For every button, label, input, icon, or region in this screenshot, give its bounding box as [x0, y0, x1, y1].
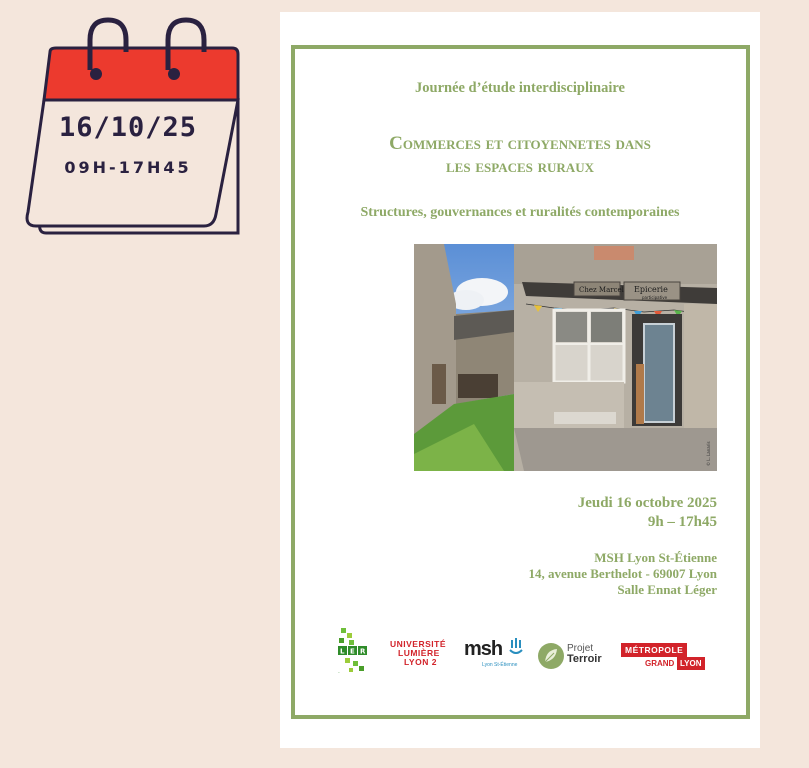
msh-logo-text: msh [464, 638, 503, 660]
metropole-lyon: LYON [677, 657, 705, 670]
venue-room: Salle Ennat Léger [617, 582, 717, 597]
calendar-date: 16/10/25 [58, 112, 198, 143]
msh-logo-sub: Lyon St-Étienne [482, 662, 518, 668]
terroir-line1: Projet [567, 643, 594, 654]
lyon2-logo [390, 640, 446, 667]
calendar-time: 09H-17H45 [64, 158, 192, 177]
lyon2-line1: UNIVERSITÉ [390, 639, 447, 649]
photo-sign-right: Epicerie [634, 285, 668, 294]
ler-logo-text: LER [338, 673, 340, 674]
partner-logos [335, 626, 715, 676]
terroir-leaf-icon [537, 642, 565, 670]
poster-tagline: Structures, gouvernances et ruralités contemporaines [360, 205, 680, 220]
lyon2-line2: LUMIÈRE [398, 648, 440, 658]
shop-photo [414, 244, 717, 471]
msh-logo [464, 638, 525, 668]
terroir-line2: Terroir [567, 653, 602, 665]
event-date: Jeudi 16 octobre 2025 [577, 495, 717, 511]
photo-credit: © L. Lanaris [706, 441, 711, 466]
event-date-block [578, 494, 717, 532]
svg-text:R: R [360, 647, 366, 656]
msh-hand-icon [507, 636, 525, 654]
shop-photo-graphic [414, 244, 717, 471]
svg-text:L: L [340, 647, 345, 656]
poster-title-line1: Commerces et citoyennetes dans [389, 133, 651, 154]
poster-title-line2: les espaces ruraux [446, 156, 594, 177]
event-poster [280, 12, 760, 748]
photo-sign-right-sub: participative [642, 295, 668, 300]
lyon2-line3: LYON 2 [404, 657, 437, 667]
metropole-line1: MÉTROPOLE [621, 643, 687, 657]
event-address-block [529, 550, 718, 598]
metropole-grand: GRAND [645, 659, 675, 668]
venue-name: MSH Lyon St-Étienne [594, 550, 717, 565]
event-hours: 9h – 17h45 [647, 514, 717, 530]
svg-text:E: E [350, 647, 355, 656]
poster-subtitle: Journée d’étude interdisciplinaire [415, 80, 625, 96]
metropole-lyon-logo [621, 643, 703, 673]
calendar-icon [0, 0, 260, 250]
photo-sign-left: Chez Marcel [579, 286, 624, 294]
ler-logo [335, 628, 371, 674]
calendar-header [44, 48, 238, 100]
poster-title [310, 132, 730, 178]
venue-street: 14, avenue Berthelot - 69007 Lyon [528, 566, 717, 581]
